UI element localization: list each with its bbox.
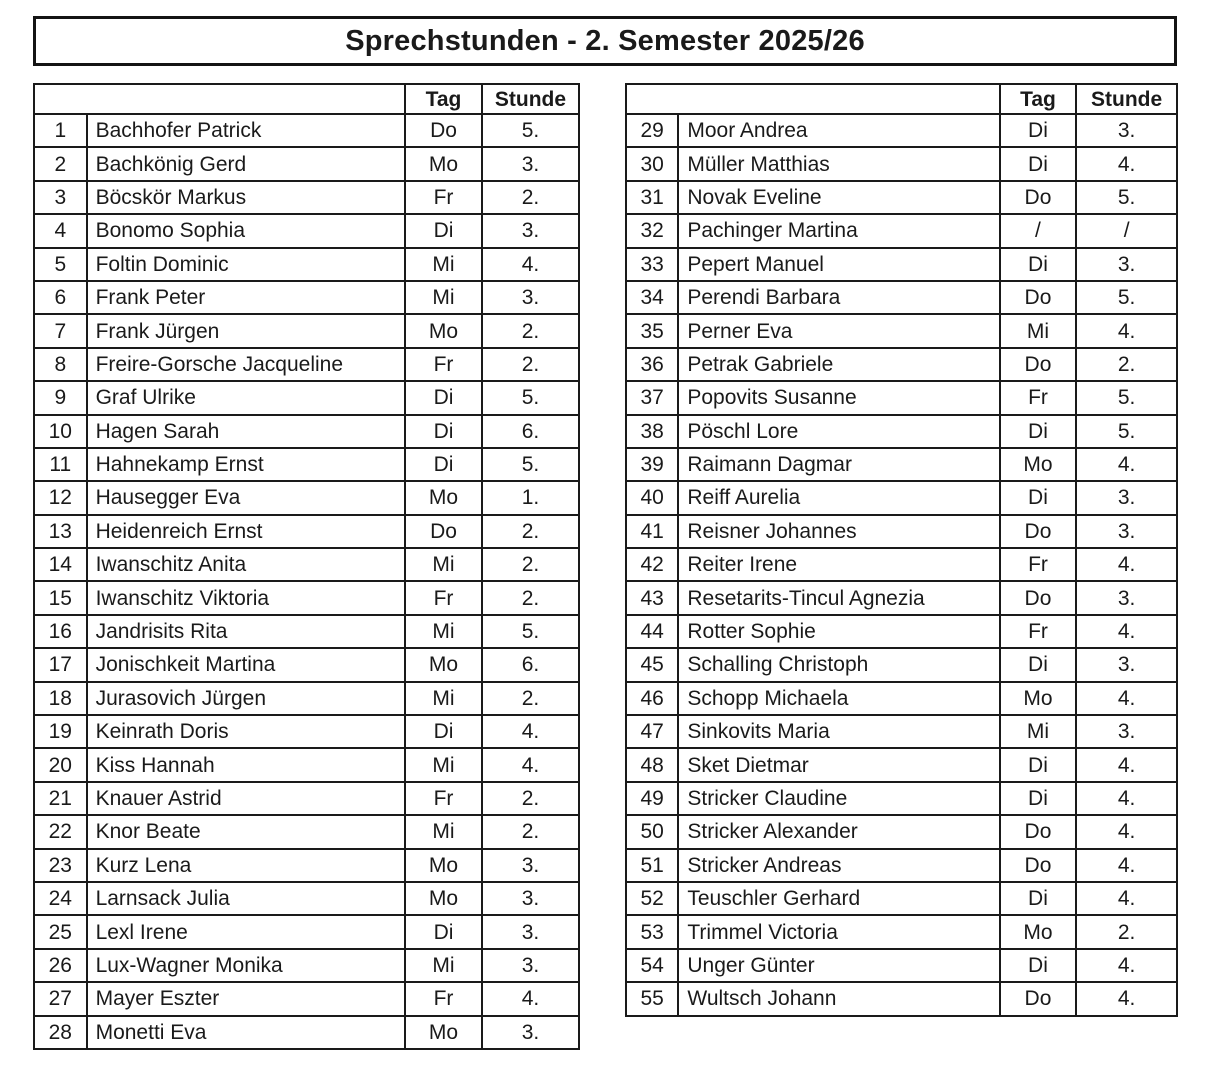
hour-cell: 4. [1076,882,1177,915]
row-number-cell: 39 [626,448,678,481]
hour-cell: 4. [1076,982,1177,1015]
row-number-cell: 24 [34,882,87,915]
table-row [34,348,579,381]
hour-cell: 3. [1076,648,1177,681]
name-cell: Lexl Irene [87,915,406,948]
row-number-cell: 48 [626,748,678,781]
hour-cell: 4. [1076,615,1177,648]
row-number-cell: 20 [34,748,87,781]
hour-cell: 4. [1076,949,1177,982]
row-number-cell: 7 [34,314,87,347]
row-number-cell: 3 [34,181,87,214]
table-row [34,114,579,147]
day-cell: Mo [1000,448,1077,481]
hour-cell: 1. [482,481,579,514]
right-table-header-row [626,84,1177,114]
day-cell: Mo [405,882,482,915]
day-cell: Di [1000,415,1077,448]
table-row [626,815,1177,848]
name-cell: Teuschler Gerhard [678,882,999,915]
hour-cell: 2. [482,181,579,214]
hour-cell: 2. [1076,348,1177,381]
day-cell: Di [1000,481,1077,514]
row-number-cell: 26 [34,949,87,982]
table-row [626,949,1177,982]
day-cell: Mi [405,281,482,314]
hour-cell: 6. [482,415,579,448]
name-cell: Kiss Hannah [87,748,406,781]
day-cell: Mo [405,147,482,180]
header-spacer [34,84,405,114]
name-cell: Popovits Susanne [678,381,999,414]
hour-cell: 3. [482,281,579,314]
row-number-cell: 34 [626,281,678,314]
name-cell: Iwanschitz Anita [87,548,406,581]
row-number-cell: 46 [626,682,678,715]
table-row [626,281,1177,314]
day-cell: Di [405,915,482,948]
table-row [626,415,1177,448]
table-row [34,1016,579,1049]
table-row [34,949,579,982]
day-cell: Do [1000,515,1077,548]
name-cell: Knauer Astrid [87,782,406,815]
day-cell: Mo [1000,682,1077,715]
row-number-cell: 49 [626,782,678,815]
table-row [626,181,1177,214]
name-cell: Reisner Johannes [678,515,999,548]
hour-cell: 2. [482,314,579,347]
row-number-cell: 43 [626,581,678,614]
day-cell: Mo [405,481,482,514]
day-cell: Fr [405,581,482,614]
row-number-cell: 17 [34,648,87,681]
table-row [34,849,579,882]
day-cell: Di [1000,248,1077,281]
table-row [626,915,1177,948]
hour-cell: 3. [1076,715,1177,748]
name-cell: Sinkovits Maria [678,715,999,748]
hour-cell: 4. [482,748,579,781]
table-row [34,381,579,414]
table-row [34,281,579,314]
name-cell: Hausegger Eva [87,481,406,514]
table-row [626,515,1177,548]
row-number-cell: 44 [626,615,678,648]
row-number-cell: 53 [626,915,678,948]
row-number-cell: 35 [626,314,678,347]
day-cell: Di [405,448,482,481]
day-cell: Do [405,114,482,147]
hour-cell: 2. [482,682,579,715]
hour-cell: 5. [1076,381,1177,414]
page-title: Sprechstunden - 2. Semester 2025/26 [345,24,865,57]
name-cell: Sket Dietmar [678,748,999,781]
day-cell: Mo [405,1016,482,1049]
day-cell: Do [1000,181,1077,214]
name-cell: Larnsack Julia [87,882,406,915]
table-row [626,581,1177,614]
table-row [34,515,579,548]
row-number-cell: 2 [34,147,87,180]
left-table-header-row [34,84,579,114]
day-cell: Mi [1000,715,1077,748]
name-cell: Knor Beate [87,815,406,848]
day-cell: Fr [405,782,482,815]
row-number-cell: 22 [34,815,87,848]
row-number-cell: 9 [34,381,87,414]
day-cell: Fr [405,348,482,381]
day-cell: Di [1000,882,1077,915]
name-cell: Pepert Manuel [678,248,999,281]
hour-cell: 4. [1076,548,1177,581]
day-cell: Do [405,515,482,548]
name-cell: Reiff Aurelia [678,481,999,514]
table-row [626,849,1177,882]
table-row [626,348,1177,381]
row-number-cell: 47 [626,715,678,748]
row-number-cell: 4 [34,214,87,247]
hour-cell: 2. [482,348,579,381]
table-row [34,448,579,481]
row-number-cell: 8 [34,348,87,381]
day-cell: Mo [1000,915,1077,948]
day-cell: Di [405,214,482,247]
table-row [34,248,579,281]
hour-cell: 2. [482,815,579,848]
consultation-table-left [33,83,580,1050]
hour-cell: 3. [1076,515,1177,548]
header-spacer [626,84,1000,114]
row-number-cell: 38 [626,415,678,448]
row-number-cell: 19 [34,715,87,748]
hour-cell: 4. [1076,682,1177,715]
row-number-cell: 5 [34,248,87,281]
row-number-cell: 52 [626,882,678,915]
hour-cell: 3. [482,214,579,247]
table-row [626,782,1177,815]
name-cell: Novak Eveline [678,181,999,214]
day-cell: Mi [1000,314,1077,347]
name-cell: Heidenreich Ernst [87,515,406,548]
day-cell: Mi [405,748,482,781]
name-cell: Perner Eva [678,314,999,347]
hour-cell: 4. [1076,147,1177,180]
name-cell: Unger Günter [678,949,999,982]
name-cell: Wultsch Johann [678,982,999,1015]
row-number-cell: 31 [626,181,678,214]
name-cell: Müller Matthias [678,147,999,180]
hour-cell: 2. [482,515,579,548]
table-row [34,882,579,915]
row-number-cell: 33 [626,248,678,281]
row-number-cell: 6 [34,281,87,314]
hour-cell: 3. [1076,248,1177,281]
name-cell: Schalling Christoph [678,648,999,681]
table-row [34,615,579,648]
name-cell: Stricker Alexander [678,815,999,848]
name-cell: Frank Jürgen [87,314,406,347]
day-cell: Di [1000,748,1077,781]
day-cell: Fr [1000,615,1077,648]
column-header-day: Tag [405,84,482,114]
row-number-cell: 40 [626,481,678,514]
hour-cell: 3. [482,915,579,948]
name-cell: Resetarits-Tincul Agnezia [678,581,999,614]
name-cell: Bachhofer Patrick [87,114,406,147]
title-box [33,16,1177,66]
table-row [34,682,579,715]
table-row [626,715,1177,748]
hour-cell: 4. [1076,448,1177,481]
name-cell: Trimmel Victoria [678,915,999,948]
column-header-day: Tag [1000,84,1077,114]
name-cell: Rotter Sophie [678,615,999,648]
table-row [626,214,1177,247]
day-cell: Fr [405,982,482,1015]
day-cell: Do [1000,982,1077,1015]
day-cell: Mi [405,682,482,715]
name-cell: Frank Peter [87,281,406,314]
row-number-cell: 28 [34,1016,87,1049]
hour-cell: 4. [1076,815,1177,848]
row-number-cell: 23 [34,849,87,882]
table-row [626,615,1177,648]
day-cell: Fr [1000,381,1077,414]
name-cell: Pachinger Martina [678,214,999,247]
hour-cell: 5. [482,114,579,147]
table-row [34,481,579,514]
row-number-cell: 16 [34,615,87,648]
row-number-cell: 30 [626,147,678,180]
hour-cell: 5. [482,615,579,648]
name-cell: Stricker Andreas [678,849,999,882]
table-row [626,882,1177,915]
row-number-cell: 12 [34,481,87,514]
hour-cell: 5. [1076,415,1177,448]
hour-cell: 3. [482,849,579,882]
name-cell: Raimann Dagmar [678,448,999,481]
hour-cell: 4. [1076,748,1177,781]
name-cell: Graf Ulrike [87,381,406,414]
day-cell: Mi [405,615,482,648]
day-cell: Di [1000,114,1077,147]
hour-cell: 2. [482,782,579,815]
consultation-table-right [625,83,1178,1017]
name-cell: Hagen Sarah [87,415,406,448]
hour-cell: 2. [482,548,579,581]
hour-cell: 4. [1076,314,1177,347]
row-number-cell: 37 [626,381,678,414]
day-cell: Do [1000,581,1077,614]
name-cell: Monetti Eva [87,1016,406,1049]
name-cell: Bonomo Sophia [87,214,406,247]
day-cell: Mi [405,949,482,982]
right-table-body [626,84,1177,1016]
table-row [34,815,579,848]
table-row [626,481,1177,514]
day-cell: Do [1000,849,1077,882]
row-number-cell: 50 [626,815,678,848]
table-row [626,982,1177,1015]
hour-cell: 3. [482,147,579,180]
table-row [626,748,1177,781]
hour-cell: 5. [1076,181,1177,214]
day-cell: Di [1000,648,1077,681]
day-cell: / [1000,214,1077,247]
name-cell: Pöschl Lore [678,415,999,448]
hour-cell: 2. [1076,915,1177,948]
day-cell: Di [405,381,482,414]
hour-cell: 4. [482,715,579,748]
name-cell: Perendi Barbara [678,281,999,314]
day-cell: Mi [405,815,482,848]
name-cell: Petrak Gabriele [678,348,999,381]
row-number-cell: 45 [626,648,678,681]
hour-cell: 3. [482,1016,579,1049]
name-cell: Jurasovich Jürgen [87,682,406,715]
day-cell: Do [1000,815,1077,848]
name-cell: Keinrath Doris [87,715,406,748]
row-number-cell: 25 [34,915,87,948]
table-row [626,114,1177,147]
day-cell: Mo [405,648,482,681]
day-cell: Fr [1000,548,1077,581]
hour-cell: / [1076,214,1177,247]
hour-cell: 3. [1076,481,1177,514]
name-cell: Iwanschitz Viktoria [87,581,406,614]
hour-cell: 4. [1076,782,1177,815]
hour-cell: 5. [482,381,579,414]
hour-cell: 5. [482,448,579,481]
left-table-body [34,84,579,1049]
name-cell: Bachkönig Gerd [87,147,406,180]
row-number-cell: 32 [626,214,678,247]
hour-cell: 3. [482,949,579,982]
day-cell: Mi [405,548,482,581]
name-cell: Lux-Wagner Monika [87,949,406,982]
row-number-cell: 13 [34,515,87,548]
table-row [626,548,1177,581]
row-number-cell: 15 [34,581,87,614]
name-cell: Hahnekamp Ernst [87,448,406,481]
table-row [34,314,579,347]
table-row [626,682,1177,715]
row-number-cell: 36 [626,348,678,381]
name-cell: Freire-Gorsche Jacqueline [87,348,406,381]
row-number-cell: 1 [34,114,87,147]
column-header-hour: Stunde [1076,84,1177,114]
name-cell: Reiter Irene [678,548,999,581]
row-number-cell: 54 [626,949,678,982]
name-cell: Mayer Eszter [87,982,406,1015]
table-row [34,181,579,214]
day-cell: Mi [405,248,482,281]
hour-cell: 4. [482,248,579,281]
day-cell: Di [1000,949,1077,982]
row-number-cell: 42 [626,548,678,581]
row-number-cell: 29 [626,114,678,147]
table-row [34,415,579,448]
table-row [34,648,579,681]
row-number-cell: 18 [34,682,87,715]
row-number-cell: 11 [34,448,87,481]
name-cell: Böcskör Markus [87,181,406,214]
row-number-cell: 55 [626,982,678,1015]
row-number-cell: 51 [626,849,678,882]
name-cell: Jonischkeit Martina [87,648,406,681]
row-number-cell: 21 [34,782,87,815]
day-cell: Mo [405,314,482,347]
day-cell: Mo [405,849,482,882]
hour-cell: 2. [482,581,579,614]
table-row [34,715,579,748]
table-row [626,381,1177,414]
hour-cell: 3. [1076,114,1177,147]
row-number-cell: 27 [34,982,87,1015]
hour-cell: 5. [1076,281,1177,314]
column-header-hour: Stunde [482,84,579,114]
name-cell: Kurz Lena [87,849,406,882]
name-cell: Moor Andrea [678,114,999,147]
table-row [626,248,1177,281]
hour-cell: 3. [482,882,579,915]
name-cell: Schopp Michaela [678,682,999,715]
name-cell: Foltin Dominic [87,248,406,281]
hour-cell: 4. [1076,849,1177,882]
table-row [34,748,579,781]
table-row [34,915,579,948]
table-row [626,314,1177,347]
day-cell: Do [1000,281,1077,314]
name-cell: Stricker Claudine [678,782,999,815]
day-cell: Di [405,415,482,448]
table-row [626,448,1177,481]
table-row [34,214,579,247]
day-cell: Do [1000,348,1077,381]
day-cell: Di [1000,782,1077,815]
day-cell: Di [405,715,482,748]
table-row [34,548,579,581]
row-number-cell: 10 [34,415,87,448]
day-cell: Fr [405,181,482,214]
day-cell: Di [1000,147,1077,180]
name-cell: Jandrisits Rita [87,615,406,648]
row-number-cell: 14 [34,548,87,581]
table-row [34,982,579,1015]
hour-cell: 3. [1076,581,1177,614]
table-row [34,782,579,815]
hour-cell: 6. [482,648,579,681]
table-row [626,147,1177,180]
table-row [34,147,579,180]
table-row [626,648,1177,681]
table-row [34,581,579,614]
hour-cell: 4. [482,982,579,1015]
row-number-cell: 41 [626,515,678,548]
